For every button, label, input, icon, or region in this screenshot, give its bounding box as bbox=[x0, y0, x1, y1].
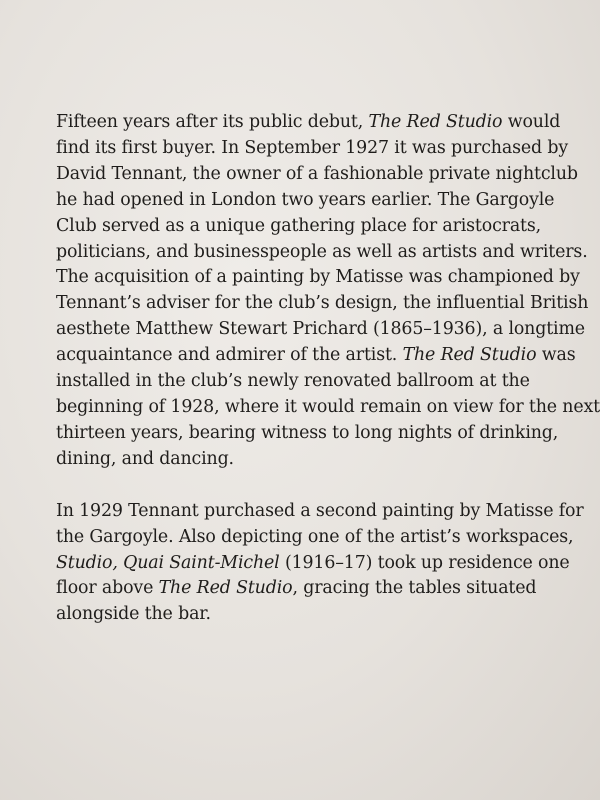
artwork-title: The Red Studio bbox=[402, 345, 537, 366]
text-run: (1916–17) took up residence one bbox=[279, 552, 570, 573]
text-line: politicians, and businesspeople as well as artists and writers. bbox=[56, 241, 588, 262]
artwork-title: The Red Studio bbox=[368, 112, 503, 132]
text-line: aesthete Matthew Stewart Prichard (1865–1936), a longtime bbox=[56, 319, 585, 340]
text-line: In 1929 Tennant purchased a second painting by Matisse for bbox=[56, 500, 584, 521]
text-line: he had opened in London two years earlier. The Gargoyle bbox=[56, 189, 555, 210]
text-run: floor above bbox=[56, 578, 159, 599]
text-line: The acquisition of a painting by Matisse was championed by bbox=[56, 267, 580, 288]
text-run: acquaintance and admirer of the artist. bbox=[56, 345, 403, 366]
text-run: , gracing the tables situated bbox=[292, 578, 537, 599]
text-line bbox=[56, 343, 576, 369]
text-line: the Gargoyle. Also depicting one of the artist’s workspaces, bbox=[56, 526, 574, 547]
text-run: was bbox=[536, 345, 576, 366]
text-line bbox=[56, 110, 576, 136]
text-line: Club served as a unique gathering place for aristocrats, bbox=[56, 215, 542, 236]
text-line bbox=[56, 576, 576, 602]
artwork-title: Studio, Quai Saint-Michel bbox=[56, 552, 280, 573]
text-line: beginning of 1928, where it would remain on view for the next bbox=[56, 396, 600, 417]
text-run: Fifteen years after its public debut, bbox=[56, 112, 369, 132]
text-line: dining, and dancing. bbox=[56, 448, 234, 469]
text-line: thirteen years, bearing witness to long nights of drinking, bbox=[56, 422, 559, 443]
text-run: would bbox=[502, 112, 561, 132]
text-line: David Tennant, the owner of a fashionable private nightclub bbox=[56, 163, 578, 184]
paragraph-2 bbox=[56, 499, 584, 629]
text-line: Tennant’s adviser for the club’s design, the influential British bbox=[56, 293, 589, 314]
text-line bbox=[56, 551, 576, 577]
paragraph-1 bbox=[56, 110, 600, 473]
text-line: alongside the bar. bbox=[56, 604, 211, 625]
text-line: installed in the club’s newly renovated ballroom at the bbox=[56, 371, 530, 392]
wall-label-text bbox=[56, 110, 600, 628]
text-line: find its first buyer. In September 1927 it was purchased by bbox=[56, 137, 569, 158]
artwork-title: The Red Studio bbox=[158, 578, 293, 599]
